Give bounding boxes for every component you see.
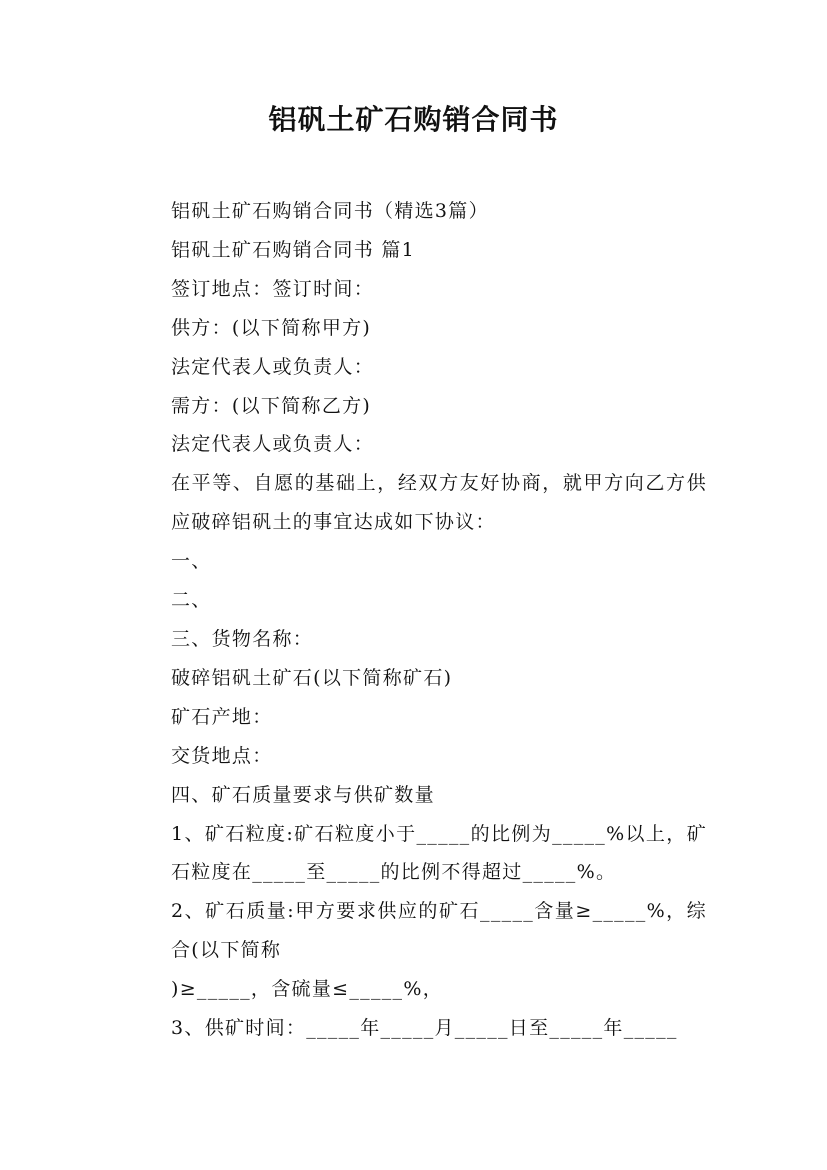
document-title: 铝矾土矿石购销合同书: [268, 103, 559, 136]
paragraph: 交货地点：: [171, 744, 273, 767]
document-body: [127, 192, 707, 1048]
paragraph: 铝矾土矿石购销合同书 篇1: [171, 238, 416, 261]
paragraph: 需方：(以下简称乙方): [171, 394, 372, 417]
paragraph: 3、供矿时间：_____年_____月_____日至_____年_____: [171, 1017, 678, 1040]
paragraph: 一、: [171, 550, 212, 573]
paragraph: 1、矿石粒度:矿石粒度小于_____的比例为_____%以上，矿石粒度在_____至_____的比例不得超过_____%。: [171, 822, 707, 884]
paragraph: 矿石产地：: [171, 705, 273, 728]
paragraph: 三、货物名称：: [171, 627, 314, 650]
paragraph: 法定代表人或负责人：: [171, 355, 375, 378]
paragraph: 四、矿石质量要求与供矿数量: [171, 783, 435, 806]
paragraph: 铝矾土矿石购销合同书（精选3篇）: [171, 200, 489, 222]
paragraph: )≥_____，含硫量≤_____%，: [171, 978, 444, 1001]
paragraph: 法定代表人或负责人：: [171, 433, 375, 456]
paragraph: 二、: [171, 589, 212, 612]
paragraph: 供方：(以下简称甲方): [171, 316, 372, 339]
paragraph: 破碎铝矾土矿石(以下简称矿石): [171, 666, 453, 689]
paragraph: 签订地点：签订时间：: [171, 277, 375, 300]
paragraph: 在平等、自愿的基础上，经双方友好协商，就甲方向乙方供应破碎铝矾土的事宜达成如下协议：: [171, 472, 707, 534]
paragraph: 2、矿石质量:甲方要求供应的矿石_____含量≥_____%，综合(以下简称: [171, 900, 707, 962]
